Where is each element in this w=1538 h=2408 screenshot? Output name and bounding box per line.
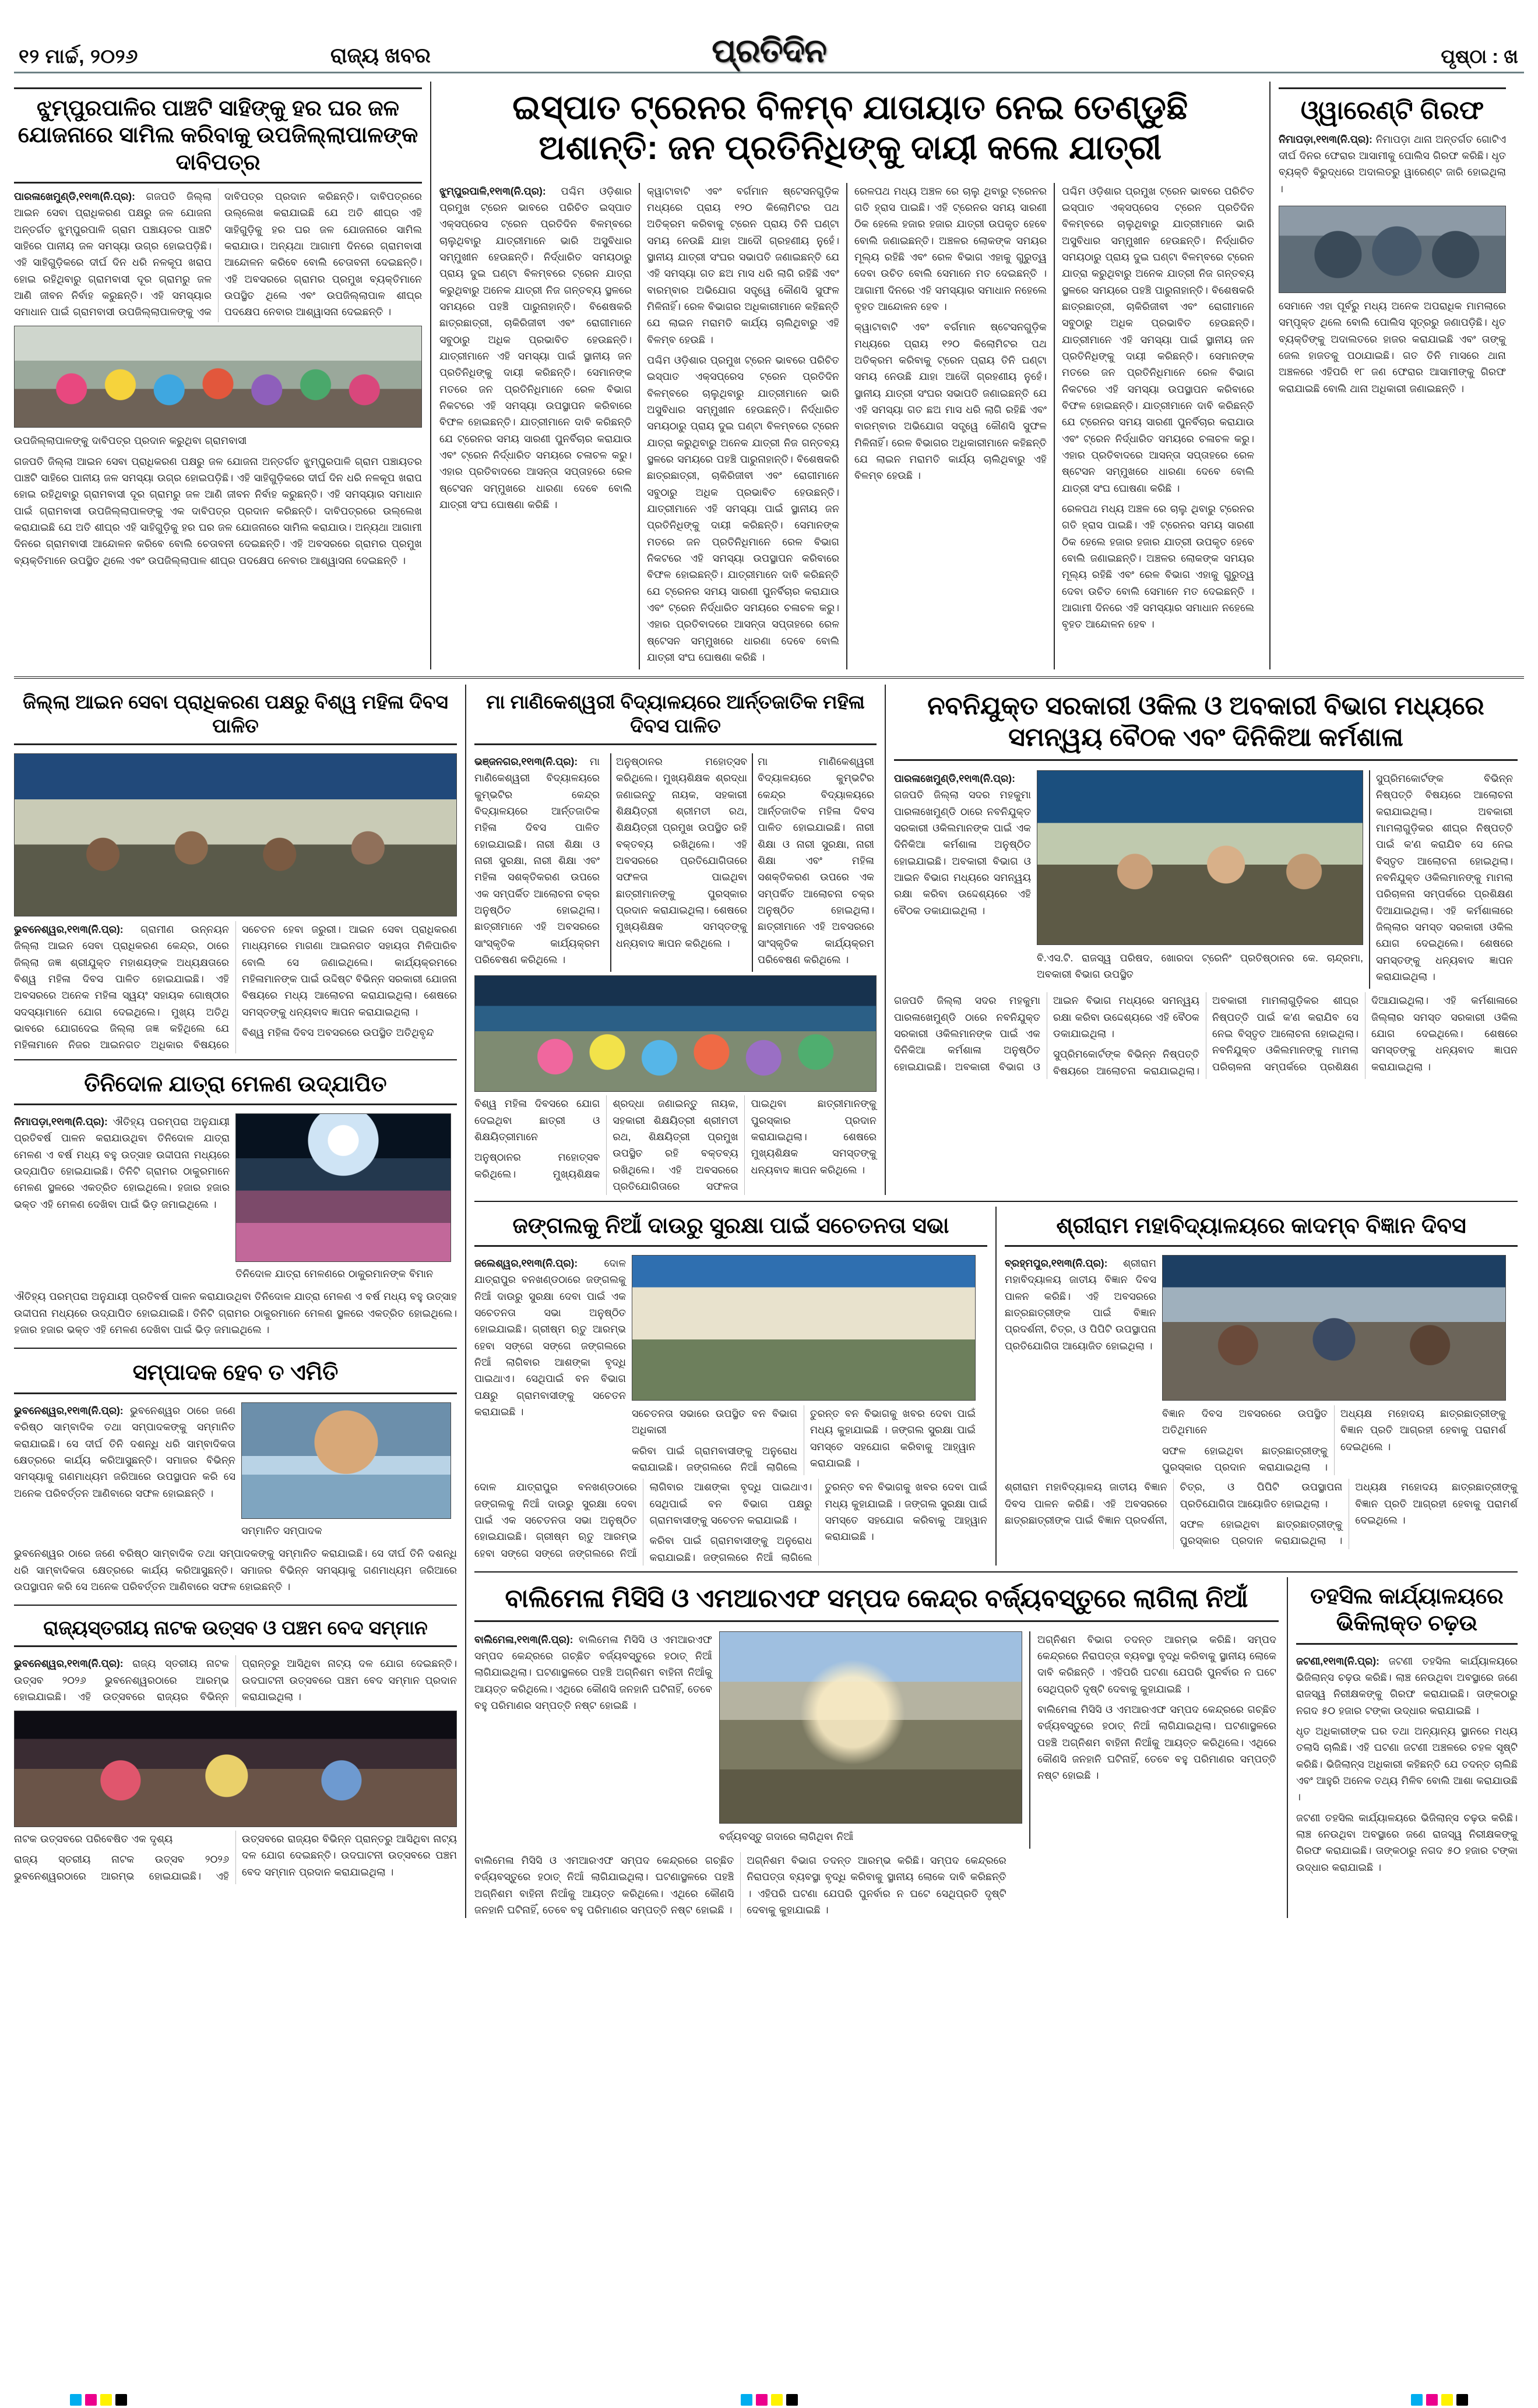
dateline-a3: ନିମାପଡ଼ା,୧୧ା୩(ନି.ପ୍ର): [1279,133,1372,145]
bodytext-a5-4: ଅନୁଷ୍ଠାନର ମହୋତ୍ସବ କରିଥିଲେ। ମୁଖ୍ୟଶିକ୍ଷକ ଶ୍ରଦ୍ଧା ଜଣାଇନ୍ତୁ ନାୟକ, ସହକାରୀ ଶିକ୍ଷୟିତ୍ରୀ ଶ୍ରୀମତୀ ରଥ, ଶିକ୍ଷୟିତ୍ରୀ ପ୍ରମୁଖ ଉପସ୍ଥିତ ରହି ବକ୍ତବ୍ୟ ରଖିଥିଲେ। ଏହି ଅବସରରେ ପ୍ରତିଯୋଗିତାରେ ସଫଳତା ପାଇଥିବା ଛାତ୍ରୀମାନଙ୍କୁ ପୁରସ୍କାର ପ୍ରଦାନ କରାଯାଇଥିଲା। ଶେଷରେ ମୁଖ୍ୟଶିକ୍ଷକ ସମସ୍ତଙ୍କୁ ଧନ୍ୟବାଦ ଜ୍ଞାପନ କରିଥିଲେ । [474,1098,877,1193]
article-divider [14,1348,457,1349]
body-a11-cont [1005,1479,1518,1549]
newspaper-logo: ପ୍ରତିଦିନ [712,32,826,69]
bodytext-a11-3: ଶ୍ରୀରାମ ମହାବିଦ୍ୟାଳୟ ଜାତୀୟ ବିଜ୍ଞାନ ଦିବସ ପାଳନ କରିଛି। ଏହି ଅବସରରେ ଛାତ୍ରଛାତ୍ରୀଙ୍କ ପାଇଁ ବିଜ୍ଞାନ ପ୍ରଦର୍ଶନୀ, ଚିତ୍ର, ଓ ପିପିଟି ଉପସ୍ଥାପନା ପ୍ରତିଯୋଗିତା ଆୟୋଜିତ ହୋଇଥିଲା । [1005,1481,1343,1526]
article-forest-fire-awareness [474,1207,987,1566]
headline-a5: ମା ମାଣିକେଶ୍ୱରୀ ବିଦ୍ୟାଳୟରେ ଆର୍ନ୍ତଜାତିକ ମହିଳା ଦିବସ ପାଳିତ [474,690,877,745]
body-a7-cont [14,1288,457,1342]
print-registration-marks [0,2394,1538,2406]
dateline-a11: ବ୍ରହ୍ମପୁର,୧୧ା୩(ନି.ପ୍ର): [1005,1257,1108,1269]
bodytext-a7: ଐତିହ୍ୟ ପରମ୍ପରା ଅନୁଯାୟୀ ପ୍ରତିବର୍ଷ ପାଳନ କରାଯାଉଥିବା ତିନିଦୋଳ ଯାତ୍ରା ମେଳଣ ଏ ବର୍ଷ ମଧ୍ୟ ବହୁ ଉତ୍ସାହ ଉଦ୍ଦୀପନା ମଧ୍ୟରେ ଉଦ୍ଯାପିତ ହୋଇଯାଇଛି। ତିନିଟି ଗ୍ରାମର ଠାକୁରମାନେ ମେଳଣ ସ୍ଥଳରେ ଏକତ୍ରିତ ହୋଇଥିଲେ। ହଜାର ହଜାର ଭକ୍ତ ଏହି ମେଳଣ ଦେଖିବା ପାଇଁ ଭିଡ଼ ଜମାଇଥିଲେ । [14,1116,230,1210]
bodytext-a8: ଭୁବନେଶ୍ୱର ଠାରେ ଜଣେ ବରିଷ୍ଠ ସାମ୍ବାଦିକ ତଥା ସମ୍ପାଦକଙ୍କୁ ସମ୍ମାନିତ କରାଯାଇଛି। ସେ ଦୀର୍ଘ ତିନି ଦଶନ୍ଧି ଧରି ସାମ୍ବାଦିକତା କ୍ଷେତ୍ରରେ କାର୍ଯ୍ୟ କରିଆସୁଛନ୍ତି। ସମାଜର ବିଭିନ୍ନ ସମସ୍ୟାକୁ ଗଣମାଧ୍ୟମ ଜରିଆରେ ଉପସ୍ଥାପନ କରି ସେ ଅନେକ ପରିବର୍ତ୍ତନ ଆଣିବାରେ ସଫଳ ହୋଇଛନ୍ତି । [14,1404,235,1499]
article-jhumpurpali-water [14,82,422,669]
dateline-a10: ଜଲେଶ୍ୱର,୧୧ା୩(ନି.ପ୍ର): [474,1257,578,1269]
reg-dot-yellow [771,2394,783,2406]
bodytext-a1: ଗଜପତି ଜିଲ୍ଲା ଆଇନ ସେବା ପ୍ରାଧିକରଣ ପକ୍ଷରୁ ଜଳ ଯୋଜନା ଅନ୍ତର୍ଗତ ଝୁମ୍ପୁରପାଳି ଗ୍ରାମ ପଞ୍ଚାୟତର ପାଞ୍ଚଟି ସାହିରେ ପାନୀୟ ଜଳ ସମସ୍ୟା ଉଗ୍ର ହୋଇପଡ଼ିଛି। ଏହି ସାହିଗୁଡ଼ିକରେ ଦୀର୍ଘ ଦିନ ଧରି ନଳକୂପ ଖରାପ ହୋଇ ରହିଥିବାରୁ ଗ୍ରାମବାସୀ ଦୂର ଗ୍ରାମରୁ ଜଳ ଆଣି ଜୀବନ ନିର୍ବାହ କରୁଛନ୍ତି। ଏହି ସମସ୍ୟାର ସମାଧାନ ପାଇଁ ଗ୍ରାମବାସୀ ଉପଜିଲ୍ଲାପାଳଙ୍କୁ ଏକ ଦାବିପତ୍ର ପ୍ରଦାନ କରିଛନ୍ତି। ଦାବିପତ୍ରରେ ଉଲ୍ଲେଖ କରାଯାଇଛି ଯେ ଅତି ଶୀଘ୍ର ଏହି ସାହିଗୁଡ଼ିକୁ ହର ଘର ଜଳ ଯୋଜନାରେ ସାମିଲ କରାଯାଉ। ଅନ୍ୟଥା ଆଗାମୀ ଦିନରେ ଗ୍ରାମବାସୀ ଆନ୍ଦୋଳନ କରିବେ ବୋଲି ଚେତାବନୀ ଦେଇଛନ୍ତି। ଏହି ଅବସରରେ ଗ୍ରାମର ପ୍ରମୁଖ ବ୍ୟକ୍ତିମାନେ ଉପସ୍ଥିତ ଥିଲେ ଏବଂ ଉପଜିଲ୍ଲାପାଳ ଶୀଘ୍ର ପଦକ୍ଷେପ ନେବାର ଆଶ୍ୱାସନା ଦେଇଛନ୍ତି । [14,191,422,318]
caption-a8-wrap [241,1522,451,1543]
bodytext-a11: ଶ୍ରୀରାମ ମହାବିଦ୍ୟାଳୟ ଜାତୀୟ ବିଜ୍ଞାନ ଦିବସ ପାଳନ କରିଛି। ଏହି ଅବସରରେ ଛାତ୍ରଛାତ୍ରୀଙ୍କ ପାଇଁ ବିଜ୍ଞାନ ପ୍ରଦର୍ଶନୀ, ଚିତ୍ର, ଓ ପିପିଟି ଉପସ୍ଥାପନା ପ୍ରତିଯୋଗିତା ଆୟୋଜିତ ହୋଇଥିଲା । [1005,1257,1156,1352]
caption-a12: ବର୍ଜ୍ୟବସ୍ତୁ ଗଦାରେ ଲାଗିଥିବା ନିଆଁ [719,1830,854,1842]
body-a12-cont [474,1852,1279,1918]
column-divider [1054,183,1055,670]
body-a5-cont [474,1095,877,1194]
body-a2-col3 [854,183,1047,670]
body-a1 [14,188,422,322]
caption-a4: ବିଶ୍ୱ ମହିଳା ଦିବସ ଅବସରରେ ଉପସ୍ଥିତ ଅତିଥିବୃନ୍ଦ [242,1027,434,1039]
bodytext-a2-c3b: ରେଳପଥ ମଧ୍ୟ ଅଞ୍ଚଳ ରେ ଚାଲୁ ଥିବାରୁ ଟ୍ରେନର ଗତି ହ୍ରାସ ପାଇଛି। ଏହି ଟ୍ରେନର ସମୟ ସାରଣୀ ଠିକ ହେଲେ ହଜାର ହଜାର ଯାତ୍ରୀ ଉପକୃତ ହେବେ ବୋଲି ଜଣାଇଛନ୍ତି। ଅଞ୍ଚଳର ଲୋକଙ୍କ ସମୟର ମୂଲ୍ୟ ରହିଛି ଏବଂ ରେଳ ବିଭାଗ ଏହାକୁ ଗୁରୁତ୍ୱ ଦେବା ଉଚିତ ବୋଲି ସେମାନେ ମତ ଦେଇଛନ୍ତି । ଆଗାମୀ ଦିନରେ ଏହି ସମସ୍ୟାର ସମାଧାନ ନହେଲେ ବୃହତ ଆନ୍ଦୋଳନ ହେବ । [1062,503,1254,630]
bodytext-a3-2: ସେମାନେ ଏହା ପୂର୍ବରୁ ମଧ୍ୟ ଅନେକ ଅପରାଧିକ ମାମଲାରେ ସମ୍ପୃକ୍ତ ଥିଲେ ବୋଲି ପୋଲିସ ସୂତ୍ରରୁ ଜଣାପଡ଼ିଛି। ଧୃତ ବ୍ୟକ୍ତିଙ୍କୁ ଅଦାଲତରେ ହାଜର କରାଯାଇଛି ଏବଂ ତାଙ୍କୁ ଜେଲ ହାଜତକୁ ପଠାଯାଇଛି। ଗତ ତିନି ମାସରେ ଥାନା ଅଞ୍ଚଳରେ ଏହିପରି ୧୮ ଜଣ ଫେରାର ଆସାମୀଙ୍କୁ ଗିରଫ କରାଯାଇଛି ବୋଲି ଥାନା ଅଧିକାରୀ ଜଣାଇଛନ୍ତି । [1279,300,1506,394]
bodytext-a6-3: ଗଜପତି ଜିଲ୍ଲା ସଦର ମହକୁମା ପାରଳାଖେମୁଣ୍ଡି ଠାରେ ନବନିଯୁକ୍ତ ସରକାରୀ ଓକିଲମାନଙ୍କ ପାଇଁ ଏକ ଦିନିକିଆ କର୍ମଶାଳା ଅନୁଷ୍ଠିତ ହୋଇଯାଇଛି। ଅବକାରୀ ବିଭାଗ ଓ ଆଇନ ବିଭାଗ ମଧ୍ୟରେ ସମନ୍ୱୟ ରକ୍ଷା କରିବା ଉଦ୍ଦେଶ୍ୟରେ ଏହି ବୈଠକ ଡକାଯାଇଥିଲା । [894,995,1199,1073]
publication-date: ୧୨ ମାର୍ଚ୍ଚ, ୨୦୨୬ [19,45,138,68]
headline-a6: ନବନିଯୁକ୍ତ ସରକାରୀ ଓକିଲ ଓ ଅବକାରୀ ବିଭାଗ ମଧ୍ୟରେ ସମନ୍ୱୟ ବୈଠକ ଏବଂ ଦିନିକିଆ କର୍ମଶାଳା [894,690,1518,760]
body-a5-c3 [758,753,874,972]
column-divider [1269,82,1270,669]
caption-a7: ତିନିଦୋଳ ଯାତ୍ରା ମେଳଣରେ ଠାକୁରମାନଙ୍କ ବିମାନ [235,1268,434,1280]
section-divider [14,676,1524,679]
bodytext-a2-c1b: ପଶ୍ଚିମ ଓଡ଼ିଶାର ପ୍ରମୁଖ ଟ୍ରେନ ଭାବରେ ପରିଚିତ ଇସ୍ପାତ ଏକ୍ସପ୍ରେସ ଟ୍ରେନ ପ୍ରତିଦିନ ବିଳମ୍ବରେ ଚାଲୁଥିବାରୁ ଯାତ୍ରୀମାନେ ଭାରି ଅସୁବିଧାର ସମ୍ମୁଖୀନ ହେଉଛନ୍ତି। ନିର୍ଦ୍ଧାରିତ ସମୟଠାରୁ ପ୍ରାୟ ଦୁଇ ଘଣ୍ଟା ବିଳମ୍ବରେ ଟ୍ରେନ ଯାତ୍ରା କରୁଥିବାରୁ ଅନେକ ଯାତ୍ରୀ ନିଜ ଗନ୍ତବ୍ୟ ସ୍ଥଳରେ ସମୟରେ ପହଞ୍ଚି ପାରୁନାହାନ୍ତି। ବିଶେଷକରି ଛାତ୍ରଛାତ୍ରୀ, ଚାକିରିଜୀବୀ ଏବଂ ରୋଗୀମାନେ ସବୁଠାରୁ ଅଧିକ ପ୍ରଭାବିତ ହେଉଛନ୍ତି। ଯାତ୍ରୀମାନେ ଏହି ସମସ୍ୟା ପାଇଁ ସ୍ଥାନୀୟ ଜନ ପ୍ରତିନିଧିଙ୍କୁ ଦାୟୀ କରିଛନ୍ତି। ସେମାନଙ୍କ ମତରେ ଜନ ପ୍ରତିନିଧିମାନେ ରେଳ ବିଭାଗ ନିକଟରେ ଏହି ସମସ୍ୟା ଉପସ୍ଥାପନ କରିବାରେ ବିଫଳ ହୋଇଛନ୍ତି। ଯାତ୍ରୀମାନେ ଦାବି କରିଛନ୍ତି ଯେ ଟ୍ରେନର ସମୟ ସାରଣୀ ପୁନର୍ବିଚାର କରାଯାଉ ଏବଂ ଟ୍ରେନ ନିର୍ଦ୍ଧାରିତ ସମୟରେ ଚଳାଚଳ କରୁ। ଏହାର ପ୍ରତିବାଦରେ ଆସନ୍ତା ସପ୍ତାହରେ ରେଳ ଷ୍ଟେସନ ସମ୍ମୁଖରେ ଧାରଣା ଦେବେ ବୋଲି ଯାତ୍ରୀ ସଂଘ ଘୋଷଣା କରିଛି । [647,354,839,664]
photo-a5 [474,975,877,1092]
bodytext-a10-4: କରିବା ପାଇଁ ଗ୍ରାମବାସୀଙ୍କୁ ଅନୁରୋଧ କରାଯାଇଛି। ଜଙ୍ଗଲରେ ନିଆଁ ଲାଗିଲେ ତୁରନ୍ତ ବନ ବିଭାଗକୁ ଖବର ଦେବା ପାଇଁ ମଧ୍ୟ କୁହାଯାଇଛି । ଜଙ୍ଗଲ ସୁରକ୍ଷା ପାଇଁ ସମସ୍ତେ ସହଯୋଗ କରିବାକୁ ଆହ୍ୱାନ କରାଯାଇଛି । [649,1481,987,1563]
bodytext-a3: ନିମାପଡ଼ା ଥାନା ଅନ୍ତର୍ଗତ ଗୋଟିଏ ଦୀର୍ଘ ଦିନର ଫେରାର ଆସାମୀକୁ ପୋଲିସ ଗିରଫ କରିଛି। ଧୃତ ବ୍ୟକ୍ତି ବିରୁଦ୍ଧରେ ଅଦାଲତରୁ ୱାରେଣ୍ଟ ଜାରି ହୋଇଥିଲା । [1279,133,1506,195]
bodytext-a2-c2: ରେଳପଥ ମଧ୍ୟ ଅଞ୍ଚଳ ରେ ଚାଲୁ ଥିବାରୁ ଟ୍ରେନର ଗତି ହ୍ରାସ ପାଇଛି। ଏହି ଟ୍ରେନର ସମୟ ସାରଣୀ ଠିକ ହେଲେ ହଜାର ହଜାର ଯାତ୍ରୀ ଉପକୃତ ହେବେ ବୋଲି ଜଣାଇଛନ୍ତି। ଅଞ୍ଚଳର ଲୋକଙ୍କ ସମୟର ମୂଲ୍ୟ ରହିଛି ଏବଂ ରେଳ ବିଭାଗ ଏହାକୁ ଗୁରୁତ୍ୱ ଦେବା ଉଚିତ ବୋଲି ସେମାନେ ମତ ଦେଇଛନ୍ତି । ଆଗାମୀ ଦିନରେ ଏହି ସମସ୍ୟାର ସମାଧାନ ନହେଲେ ବୃହତ ଆନ୍ଦୋଳନ ହେବ । [854,185,1047,312]
reg-dots-center [741,2394,798,2406]
dateline-a8: ଭୁବନେଶ୍ୱର,୧୧ା୩(ନି.ପ୍ର): [14,1404,124,1416]
bodytext-a5: ମା ମାଣିକେଶ୍ୱରୀ ବିଦ୍ୟାଳୟରେ କୁମ୍ଭଟିର କେନ୍ଦ୍ର ବିଦ୍ୟାଳୟରେ ଆର୍ନ୍ତଜାତିକ ମହିଳା ଦିବସ ପାଳିତ ହୋଇଯାଇଛି। ନାରୀ ଶିକ୍ଷା ଓ ନାରୀ ସୁରକ୍ଷା, ନାରୀ ଶିକ୍ଷା ଏବଂ ମହିଳା ସଶକ୍ତିକରଣ ଉପରେ ଏକ ସମ୍ପର୍କିତ ଆଲୋଚନା ଚକ୍ର ଅନୁଷ୍ଠିତ ହୋଇଥିଲା। ଛାତ୍ରୀମାନେ ଏହି ଅବସରରେ ସାଂସ୍କୃତିକ କାର୍ଯ୍ୟକ୍ରମ ପରିବେଷଣ କରିଥିଲେ । [474,755,600,966]
article-manikeswari-womens-day [474,685,877,1194]
column-divider [846,183,847,670]
bodytext-a13-2: ଧୃତ ଅଧିକାରୀଙ୍କ ଘର ତଥା ଅନ୍ୟାନ୍ୟ ସ୍ଥାନରେ ମଧ୍ୟ ତଲାସି ଚାଲିଛି। ଏହି ଘଟଣା ଜଟଣୀ ଅଞ୍ଚଳରେ ଚହଳ ସୃଷ୍ଟି କରିଛି। ଭିଜିଲାନ୍ସ ଅଧିକାରୀ କହିଛନ୍ତି ଯେ ତଦନ୍ତ ଚାଲିଛି ଏବଂ ଆହୁରି ଅନେକ ତଥ୍ୟ ମିଳିବ ବୋଲି ଆଶା କରାଯାଉଛି । [1296,1725,1518,1803]
body-a5-c2 [616,753,747,972]
column-divider [1029,1631,1030,1849]
section-divider [474,1571,1518,1573]
row-a12-a13 [474,1577,1518,1918]
photo-a6 [1037,770,1363,945]
reg-dot-magenta [756,2394,768,2406]
body-a10-c1 [474,1255,632,1475]
headline-a2-line2: ଅଶାନ୍ତି: ଜନ ପ୍ରତିନିଧିଙ୍କୁ ଦାୟୀ କଲେ ଯାତ୍ରୀ [539,128,1162,167]
bodytext-a5-2: ଅନୁଷ୍ଠାନର ମହୋତ୍ସବ କରିଥିଲେ। ମୁଖ୍ୟଶିକ୍ଷକ ଶ୍ରଦ୍ଧା ଜଣାଇନ୍ତୁ ନାୟକ, ସହକାରୀ ଶିକ୍ଷୟିତ୍ରୀ ଶ୍ରୀମତୀ ରଥ, ଶିକ୍ଷୟିତ୍ରୀ ପ୍ରମୁଖ ଉପସ୍ଥିତ ରହି ବକ୍ତବ୍ୟ ରଖିଥିଲେ। ଏହି ଅବସରରେ ପ୍ରତିଯୋଗିତାରେ ସଫଳତା ପାଇଥିବା ଛାତ୍ରୀମାନଙ୍କୁ ପୁରସ୍କାର ପ୍ରଦାନ କରାଯାଇଥିଲା। ଶେଷରେ ମୁଖ୍ୟଶିକ୍ଷକ ସମସ୍ତଙ୍କୁ ଧନ୍ୟବାଦ ଜ୍ଞାପନ କରିଥିଲେ । [616,755,747,949]
section-divider [474,1201,1518,1202]
headline-a13: ତହସିଲ କାର୍ଯ୍ୟାଳୟରେ ଭିକିଲାକ୍ତ ଚଢ଼ଉ [1296,1583,1518,1645]
bodytext-a13-3: ଜଟଣୀ ତହସିଲ କାର୍ଯ୍ୟାଳୟରେ ଭିଜିଲାନ୍ସ ଚଢ଼ଉ କରିଛି। ଲାଞ୍ଚ ନେଉଥିବା ଅବସ୍ଥାରେ ଜଣେ ରାଜସ୍ୱ ନିରୀକ୍ଷକଙ୍କୁ ଗିରଫ କରାଯାଇଛି। ତାଙ୍କଠାରୁ ନଗଦ ୫୦ ହଜାର ଟଙ୍କା ଉଦ୍ଧାର କରାଯାଇଛି । [1296,1811,1518,1873]
body-a2-col1 [439,183,632,670]
column-divider [995,1207,997,1566]
bodytext-a2-c1: କ୍ୱାଟାବାଟି ଏବଂ ବର୍ଗମାନ ଷ୍ଟେସନଗୁଡ଼ିକ ମଧ୍ୟରେ ପ୍ରାୟ ୧୨୦ କିଲୋମିଟର ପଥ ଅତିକ୍ରମ କରିବାକୁ ଟ୍ରେନ ପ୍ରାୟ ତିନି ଘଣ୍ଟା ସମୟ ନେଉଛି ଯାହା ଆଦୌ ଗ୍ରହଣୀୟ ନୁହେଁ। ସ୍ଥାନୀୟ ଯାତ୍ରୀ ସଂଘର ସଭାପତି ଜଣାଇଛନ୍ତି ଯେ ଏହି ସମସ୍ୟା ଗତ ଛଅ ମାସ ଧରି ଲାଗି ରହିଛି ଏବଂ ବାରମ୍ବାର ଅଭିଯୋଗ ସତ୍ତ୍ୱେ କୌଣସି ସୁଫଳ ମିଳିନାହିଁ। ରେଳ ବିଭାଗର ଅଧିକାରୀମାନେ କହିଛନ୍ତି ଯେ ଲାଇନ ମରାମତି କାର୍ଯ୍ୟ ଚାଲିଥିବାରୁ ଏହି ବିଳମ୍ବ ହେଉଛି । [647,185,839,345]
body-a8 [14,1402,241,1543]
body-a3 [1279,131,1506,201]
photo-a4 [14,753,457,916]
body-a6-cont [894,992,1518,1079]
bodytext-a8-2: ଭୁବନେଶ୍ୱର ଠାରେ ଜଣେ ବରିଷ୍ଠ ସାମ୍ବାଦିକ ତଥା ସମ୍ପାଦକଙ୍କୁ ସମ୍ମାନିତ କରାଯାଇଛି। ସେ ଦୀର୍ଘ ତିନି ଦଶନ୍ଧି ଧରି ସାମ୍ବାଦିକତା କ୍ଷେତ୍ରରେ କାର୍ଯ୍ୟ କରିଆସୁଛନ୍ତି। ସମାଜର ବିଭିନ୍ନ ସମସ୍ୟାକୁ ଗଣମାଧ୍ୟମ ଜରିଆରେ ଉପସ୍ଥାପନ କରି ସେ ଅନେକ ପରିବର୍ତ୍ତନ ଆଣିବାରେ ସଫଳ ହୋଇଛନ୍ତି । [14,1547,457,1592]
bodytext-a12-3: ବାଲିମେଳା ମିସିସି ଓ ଏମଆରଏଫ ସମ୍ପଦ କେନ୍ଦ୍ରରେ ଗଚ୍ଛିତ ବର୍ଜ୍ୟବସ୍ତୁରେ ହଠାତ୍ ନିଆଁ ଲାଗିଯାଇଥିଲା। ଘଟଣାସ୍ଥଳରେ ପହଞ୍ଚି ଅଗ୍ନିଶମ ବାହିନୀ ନିଆଁକୁ ଆୟତ୍ତ କରିଥିଲେ। ଏଥିରେ କୌଣସି ଜନହାନି ଘଟିନାହିଁ, ତେବେ ବହୁ ପରିମାଣର ସମ୍ପତ୍ତି ନଷ୍ଟ ହୋଇଛି । [1037,1704,1276,1782]
headline-a2-line1: ଇସ୍ପାତ ଟ୍ରେନର ବିଳମ୍ବ ଯାତାୟାତ ନେଇ ତେଣ୍ଡୁଛି [512,89,1188,126]
section-title: ରାଜ୍ୟ ଖବର [330,43,431,67]
bodytext-a5-3: ମା ମାଣିକେଶ୍ୱରୀ ବିଦ୍ୟାଳୟରେ କୁମ୍ଭଟିର କେନ୍ଦ୍ର ବିଦ୍ୟାଳୟରେ ଆର୍ନ୍ତଜାତିକ ମହିଳା ଦିବସ ପାଳିତ ହୋଇଯାଇଛି। ନାରୀ ଶିକ୍ଷା ଓ ନାରୀ ସୁରକ୍ଷା, ନାରୀ ଶିକ୍ଷା ଏବଂ ମହିଳା ସଶକ୍ତିକରଣ ଉପରେ ଏକ ସମ୍ପର୍କିତ ଆଲୋଚନା ଚକ୍ର ଅନୁଷ୍ଠିତ ହୋଇଥିଲା। ଛାତ୍ରୀମାନେ ଏହି ଅବସରରେ ସାଂସ୍କୃତିକ କାର୍ଯ୍ୟକ୍ରମ ପରିବେଷଣ କରିଥିଲେ । [758,755,874,966]
bodytext-a6-2: ସୁପ୍ରିମକୋର୍ଟଙ୍କ ବିଭିନ୍ନ ନିଷ୍ପତ୍ତି ବିଷୟରେ ଆଲୋଚନା କରାଯାଇଥିଲା। ଅବକାରୀ ମାମଲାଗୁଡ଼ିକର ଶୀଘ୍ର ନିଷ୍ପତ୍ତି ପାଇଁ କ'ଣ କରାଯିବ ସେ ନେଇ ବିସ୍ତୃତ ଆଲୋଚନା ହୋଇଥିଲା। ନବନିଯୁକ୍ତ ଓକିଲମାନଙ୍କୁ ମାମଲା ପରିଚାଳନା ସମ୍ପର୍କରେ ପ୍ରଶିକ୍ଷଣ ଦିଆଯାଇଥିଲା। ଏହି କର୍ମଶାଳାରେ ଜିଲ୍ଲାର ସମସ୍ତ ସରକାରୀ ଓକିଲ ଯୋଗ ଦେଇଥିଲେ। ଶେଷରେ ସମସ୍ତଙ୍କୁ ଧନ୍ୟବାଦ ଜ୍ଞାପନ କରାଯାଇଥିଲା । [1376,772,1513,982]
dateline-a1: ପାରଳାଖେମୁଣ୍ଡି,୧୧ା୩(ନି.ପ୍ର): [14,191,135,203]
article-divider [14,1059,457,1060]
photo-a10 [632,1255,976,1401]
bodytext-a10-3: ଦୋଳ ଯାତ୍ରାପୁର ବନଖଣ୍ଡଠାରେ ଜଙ୍ଗଲକୁ ନିଆଁ ଦାଉରୁ ସୁରକ୍ଷା ଦେବା ପାଇଁ ଏକ ସଚେତନତା ସଭା ଅନୁଷ୍ଠିତ ହୋଇଯାଇଛି। ଗ୍ରୀଷ୍ମ ଋତୁ ଆରମ୍ଭ ହେବା ସଙ୍ଗେ ସଙ୍ଗେ ଜଙ୍ଗଲରେ ନିଆଁ ଲାଗିବାର ଆଶଙ୍କା ବୃଦ୍ଧି ପାଇଥାଏ। ସେଥିପାଇଁ ବନ ବିଭାଗ ପକ୍ଷରୁ ଗ୍ରାମବାସୀଙ୍କୁ ସଚେତନ କରାଯାଇଛି । [474,1481,812,1559]
band-top [14,82,1524,669]
reg-dot-black [1456,2394,1468,2406]
bodytext-a7-2: ଐତିହ୍ୟ ପରମ୍ପରା ଅନୁଯାୟୀ ପ୍ରତିବର୍ଷ ପାଳନ କରାଯାଉଥିବା ତିନିଦୋଳ ଯାତ୍ରା ମେଳଣ ଏ ବର୍ଷ ମଧ୍ୟ ବହୁ ଉତ୍ସାହ ଉଦ୍ଦୀପନା ମଧ୍ୟରେ ଉଦ୍ଯାପିତ ହୋଇଯାଇଛି। ତିନିଟି ଗ୍ରାମର ଠାକୁରମାନେ ମେଳଣ ସ୍ଥଳରେ ଏକତ୍ରିତ ହୋଇଥିଲେ। ହଜାର ହଜାର ଭକ୍ତ ଏହି ମେଳଣ ଦେଖିବା ପାଇଁ ଭିଡ଼ ଜମାଇଥିଲେ । [14,1291,457,1336]
article-tinidol-jatra [14,1065,457,1342]
caption-a6: ବି.ଏସ.ଟି. ରାଜସ୍ୱ ପରିଷଦ, ଖୋରଦା ଟ୍ରେନିଂ ପ୍ରତିଷ୍ଠାନର କେ. ଚାନ୍ଦ୍ରମା, ଅବକାରୀ ବିଭାଗ ଉପସ୍ଥିତ [1037,951,1363,981]
reg-dot-cyan [1411,2394,1423,2406]
column-divider [1369,770,1370,989]
caption-a5: ବିଶ୍ୱ ମହିଳା ଦିବସରେ ଯୋଗ ଦେଇଥିବା ଛାତ୍ରୀ ଓ ଶିକ୍ଷୟିତ୍ରୀମାନେ [474,1098,600,1143]
headline-a7: ତିନିଦୋଳ ଯାତ୍ରା ମେଳଣ ଉଦ୍ଯାପିତ [14,1071,457,1105]
article-sriram-science-day [1005,1207,1518,1566]
dateline-a13: ଜଟଣୀ,୧୧ା୩(ନି.ପ୍ର): [1296,1655,1379,1667]
body-a5-c1 [474,753,606,972]
caption-a10: ସଚେତନତା ସଭାରେ ଉପସ୍ଥିତ ବନ ବିଭାଗ ଅଧିକାରୀ [632,1407,797,1436]
article-divider [14,1605,457,1606]
column-divider [752,753,753,972]
reg-dot-magenta [1426,2394,1438,2406]
body-a6-c2 [1376,770,1513,989]
column-divider [639,183,640,670]
bodytext-a9: ରାଜ୍ୟ ସ୍ତରୀୟ ନାଟକ ଉତ୍ସବ ୨୦୨୬ ଭୁବନେଶ୍ୱରଠାରେ ଆରମ୍ଭ ହୋଇଯାଇଛି। ଏହି ଉତ୍ସବରେ ରାଜ୍ୟର ବିଭିନ୍ନ ପ୍ରାନ୍ତରୁ ଆସିଥିବା ନାଟ୍ୟ ଦଳ ଯୋଗ ଦେଇଛନ୍ତି। ଉଦଘାଟନୀ ଉତ୍ସବରେ ପଞ୍ଚମ ବେଦ ସମ୍ମାନ ପ୍ରଦାନ କରାଯାଇଥିଲା । [14,1658,457,1703]
bodytext-a9-2: ରାଜ୍ୟ ସ୍ତରୀୟ ନାଟକ ଉତ୍ସବ ୨୦୨୬ ଭୁବନେଶ୍ୱରଠାରେ ଆରମ୍ଭ ହୋଇଯାଇଛି। ଏହି ଉତ୍ସବରେ ରାଜ୍ୟର ବିଭିନ୍ନ ପ୍ରାନ୍ତରୁ ଆସିଥିବା ନାଟ୍ୟ ଦଳ ଯୋଗ ଦେଇଛନ୍ତି। ଉଦଘାଟନୀ ଉତ୍ସବରେ ପଞ୍ଚମ ବେଦ ସମ୍ମାନ ପ୍ରଦାନ କରାଯାଇଥିଲା । [14,1832,457,1882]
bodytext-a6: ଗଜପତି ଜିଲ୍ଲା ସଦର ମହକୁମା ପାରଳାଖେମୁଣ୍ଡି ଠାରେ ନବନିଯୁକ୍ତ ସରକାରୀ ଓକିଲମାନଙ୍କ ପାଇଁ ଏକ ଦିନିକିଆ କର୍ମଶାଳା ଅନୁଷ୍ଠିତ ହୋଇଯାଇଛି। ଅବକାରୀ ବିଭାଗ ଓ ଆଇନ ବିଭାଗ ମଧ୍ୟରେ ସମନ୍ୱୟ ରକ୍ଷା କରିବା ଉଦ୍ଦେଶ୍ୟରେ ଏହି ବୈଠକ ଡକାଯାଇଥିଲା । [894,789,1031,916]
caption-a10-wrap [632,1405,976,1475]
bodytext-a11-4: ସଫଳ ହୋଇଥିବା ଛାତ୍ରଛାତ୍ରୀଙ୍କୁ ପୁରସ୍କାର ପ୍ରଦାନ କରାଯାଇଥିଲା । ଅଧ୍ୟକ୍ଷ ମହୋଦୟ ଛାତ୍ରଛାତ୍ରୀଙ୍କୁ ବିଜ୍ଞାନ ପ୍ରତି ଆଗ୍ରହୀ ହେବାକୁ ପରାମର୍ଶ ଦେଇଥିଲେ । [1180,1481,1518,1547]
article-balimela-waste-fire [474,1577,1279,1918]
body-a4 [14,921,457,1053]
article-warrant-arrest [1279,82,1506,669]
caption-a9: ନାଟକ ଉତ୍ସବରେ ପରିବେଷିତ ଏକ ଦୃଶ୍ୟ [14,1832,173,1845]
headline-a4: ଜିଲ୍ଲା ଆଇନ ସେବା ପ୍ରାଧିକରଣ ପକ୍ଷରୁ ବିଶ୍ୱ ମହିଳା ଦିବସ ପାଳିତ [14,690,457,745]
body-a3-cont [1279,298,1506,401]
bodytext-a2-c2b: କ୍ୱାଟାବାଟି ଏବଂ ବର୍ଗମାନ ଷ୍ଟେସନଗୁଡ଼ିକ ମଧ୍ୟରେ ପ୍ରାୟ ୧୨୦ କିଲୋମିଟର ପଥ ଅତିକ୍ରମ କରିବାକୁ ଟ୍ରେନ ପ୍ରାୟ ତିନି ଘଣ୍ଟା ସମୟ ନେଉଛି ଯାହା ଆଦୌ ଗ୍ରହଣୀୟ ନୁହେଁ। ସ୍ଥାନୀୟ ଯାତ୍ରୀ ସଂଘର ସଭାପତି ଜଣାଇଛନ୍ତି ଯେ ଏହି ସମସ୍ୟା ଗତ ଛଅ ମାସ ଧରି ଲାଗି ରହିଛି ଏବଂ ବାରମ୍ବାର ଅଭିଯୋଗ ସତ୍ତ୍ୱେ କୌଣସି ସୁଫଳ ମିଳିନାହିଁ। ରେଳ ବିଭାଗର ଅଧିକାରୀମାନେ କହିଛନ୍ତି ଯେ ଲାଇନ ମରାମତି କାର୍ଯ୍ୟ ଚାଲିଥିବାରୁ ଏହି ବିଳମ୍ବ ହେଉଛି । [854,321,1047,482]
body-a12-c1 [474,1631,719,1849]
caption-a7-wrap [235,1265,451,1286]
body-a2-col2 [647,183,839,670]
page-number-label: ପୃଷ୍ଠା : ଖ [1441,45,1518,67]
headline-a1: ଝୁମ୍ପୁରପାଳିର ପାଞ୍ଚଟି ସାହିଙ୍କୁ ହର ଘର ଜଳ ଯୋଜନାରେ ସାମିଲ କରିବାକୁ ଉପଜିଲ୍ଲାପାଳଙ୍କ ଦାବିପତ୍ର [14,87,422,184]
bodytext-a4: ଗ୍ରାମୀଣ ଉନ୍ନୟନ ଜିଲ୍ଲା ଆଇନ ସେବା ପ୍ରାଧିକରଣ କେନ୍ଦ୍ର, ଠାରେ ଜିଲ୍ଲା ଜଜ୍ଞ ଶ୍ରୀଯୁକ୍ତ ମହାଶୟଙ୍କ ଅଧ୍ୟକ୍ଷତାରେ ବିଶ୍ୱ ମହିଳା ଦିବସ ପାଳିତ ହୋଇଯାଇଛି। ଏହି ଅବସରରେ ଅନେକ ମହିଳା ସ୍ୱୟଂ ସହାୟକ ଗୋଷ୍ଠୀର ସଦସ୍ୟାମାନେ ଯୋଗ ଦେଇଥିଲେ। ମୁଖ୍ୟ ଅତିଥି ଭାବରେ ଯୋଗଦେଇ ଜିଲ୍ଲା ଜଜ୍ଞ କହିଥିଲେ ଯେ ମହିଳାମାନେ ନିଜର ଆଇନଗତ ଅଧିକାର ବିଷୟରେ ସଚେତନ ହେବା ଜରୁରୀ। ଆଇନ ସେବା ପ୍ରାଧିକରଣ ମାଧ୍ୟମରେ ମାଗଣା ଆଇନଗତ ସହାୟତା ମିଳିପାରିବ ବୋଲି ସେ ଜଣାଇଥିଲେ। କାର୍ଯ୍ୟକ୍ରମରେ ମହିଳାମାନଙ୍କ ପାଇଁ ଉଦ୍ଦିଷ୍ଟ ବିଭିନ୍ନ ସରକାରୀ ଯୋଜନା ବିଷୟରେ ମଧ୍ୟ ଆଲୋଚନା କରାଯାଇଥିଲା। ଶେଷରେ ସମସ୍ତଙ୍କୁ ଧନ୍ୟବାଦ ଜ୍ଞାପନ କରାଯାଇଥିଲା । [14,923,457,1051]
band-middle [14,685,1524,1918]
headline-a12: ବାଲିମେଳା ମିସିସି ଓ ଏମଆରଏଫ ସମ୍ପଦ କେନ୍ଦ୍ର ବର୍ଜ୍ୟବସ୍ତୁରେ ଲାଗିଲା ନିଆଁ [474,1583,1279,1622]
bodytext-a12-5: ଅଗ୍ନିଶମ ବିଭାଗ ତଦନ୍ତ ଆରମ୍ଭ କରିଛି। ସମ୍ପଦ କେନ୍ଦ୍ରରେ ନିରାପତ୍ତା ବ୍ୟବସ୍ଥା ବୃଦ୍ଧି କରିବାକୁ ସ୍ଥାନୀୟ ଲୋକେ ଦାବି କରିଛନ୍ତି । ଏହିପରି ଘଟଣା ଯେପରି ପୁନର୍ବାର ନ ଘଟେ ସେଥିପ୍ରତି ଦୃଷ୍ଟି ଦେବାକୁ କୁହାଯାଇଛି । [747,1854,1006,1916]
reg-dot-black [786,2394,798,2406]
dateline-a5: ଭଞ୍ଜନଗର,୧୧ା୩(ନି.ପ୍ର): [474,755,578,767]
reg-dot-cyan [741,2394,752,2406]
headline-a8: ସମ୍ପାଦକ ହେବ ତ ଏମିତି [14,1359,457,1394]
photo-a3 [1279,206,1506,293]
bodytext-a2-c3: ପଶ୍ଚିମ ଓଡ଼ିଶାର ପ୍ରମୁଖ ଟ୍ରେନ ଭାବରେ ପରିଚିତ ଇସ୍ପାତ ଏକ୍ସପ୍ରେସ ଟ୍ରେନ ପ୍ରତିଦିନ ବିଳମ୍ବରେ ଚାଲୁଥିବାରୁ ଯାତ୍ରୀମାନେ ଭାରି ଅସୁବିଧାର ସମ୍ମୁଖୀନ ହେଉଛନ୍ତି। ନିର୍ଦ୍ଧାରିତ ସମୟଠାରୁ ପ୍ରାୟ ଦୁଇ ଘଣ୍ଟା ବିଳମ୍ବରେ ଟ୍ରେନ ଯାତ୍ରା କରୁଥିବାରୁ ଅନେକ ଯାତ୍ରୀ ନିଜ ଗନ୍ତବ୍ୟ ସ୍ଥଳରେ ସମୟରେ ପହଞ୍ଚି ପାରୁନାହାନ୍ତି। ବିଶେଷକରି ଛାତ୍ରଛାତ୍ରୀ, ଚାକିରିଜୀବୀ ଏବଂ ରୋଗୀମାନେ ସବୁଠାରୁ ଅଧିକ ପ୍ରଭାବିତ ହେଉଛନ୍ତି। ଯାତ୍ରୀମାନେ ଏହି ସମସ୍ୟା ପାଇଁ ସ୍ଥାନୀୟ ଜନ ପ୍ରତିନିଧିଙ୍କୁ ଦାୟୀ କରିଛନ୍ତି। ସେମାନଙ୍କ ମତରେ ଜନ ପ୍ରତିନିଧିମାନେ ରେଳ ବିଭାଗ ନିକଟରେ ଏହି ସମସ୍ୟା ଉପସ୍ଥାପନ କରିବାରେ ବିଫଳ ହୋଇଛନ୍ତି। ଯାତ୍ରୀମାନେ ଦାବି କରିଛନ୍ତି ଯେ ଟ୍ରେନର ସମୟ ସାରଣୀ ପୁନର୍ବିଚାର କରାଯାଉ ଏବଂ ଟ୍ରେନ ନିର୍ଦ୍ଧାରିତ ସମୟରେ ଚଳାଚଳ କରୁ। ଏହାର ପ୍ରତିବାଦରେ ଆସନ୍ତା ସପ୍ତାହରେ ରେଳ ଷ୍ଟେସନ ସମ୍ମୁଖରେ ଧାରଣା ଦେବେ ବୋଲି ଯାତ୍ରୀ ସଂଘ ଘୋଷଣା କରିଛି । [1062,185,1254,494]
column-divider [430,82,431,669]
row-a5-a6 [474,685,1518,1194]
masthead [14,10,1524,73]
article-editor-honoured [14,1353,457,1599]
photo-a12 [719,1631,1022,1824]
caption-a1: ଉପଜିଲ୍ଲାପାଳଙ୍କୁ ଦାବିପତ୍ର ପ୍ରଦାନ କରୁଥିବା ଗ୍ରାମବାସୀ [14,435,247,447]
article-excise-workshop [894,685,1518,1194]
dateline-a2: ଝୁମ୍ପୁରପାଳି,୧୧ା୩(ନି.ପ୍ର): [439,185,546,197]
band-middle-right [474,685,1518,1918]
body-a9 [14,1655,457,1707]
reg-dot-yellow [100,2394,112,2406]
headline-a10: ଜଙ୍ଗଲକୁ ନିଆଁ ଦାଉରୁ ସୁରକ୍ଷା ପାଇଁ ସଚେତନତା ସଭା [474,1212,987,1247]
column-divider [610,753,611,972]
photo-a1 [14,326,422,428]
body-a1-cont [14,432,422,573]
body-a9-cont [14,1831,457,1884]
bodytext-a10-2: କରିବା ପାଇଁ ଗ୍ରାମବାସୀଙ୍କୁ ଅନୁରୋଧ କରାଯାଇଛି। ଜଙ୍ଗଲରେ ନିଆଁ ଲାଗିଲେ ତୁରନ୍ତ ବନ ବିଭାଗକୁ ଖବର ଦେବା ପାଇଁ ମଧ୍ୟ କୁହାଯାଇଛି । ଜଙ୍ଗଲ ସୁରକ୍ଷା ପାଇଁ ସମସ୍ତେ ସହଯୋଗ କରିବାକୁ ଆହ୍ୱାନ କରାଯାଇଛି । [632,1407,976,1473]
reg-dot-black [115,2394,127,2406]
column-divider [465,685,466,1918]
bodytext-a12-4: ବାଲିମେଳା ମିସିସି ଓ ଏମଆରଏଫ ସମ୍ପଦ କେନ୍ଦ୍ରରେ ଗଚ୍ଛିତ ବର୍ଜ୍ୟବସ୍ତୁରେ ହଠାତ୍ ନିଆଁ ଲାଗିଯାଇଥିଲା। ଘଟଣାସ୍ଥଳରେ ପହଞ୍ଚି ଅଗ୍ନିଶମ ବାହିନୀ ନିଆଁକୁ ଆୟତ୍ତ କରିଥିଲେ। ଏଥିରେ କୌଣସି ଜନହାନି ଘଟିନାହିଁ, ତେବେ ବହୁ ପରିମାଣର ସମ୍ପତ୍ତି ନଷ୍ଟ ହୋଇଛି । [474,1854,734,1916]
reg-dots-right [1411,2394,1468,2406]
bodytext-a6-4: ସୁପ୍ରିମକୋର୍ଟଙ୍କ ବିଭିନ୍ନ ନିଷ୍ପତ୍ତି ବିଷୟରେ ଆଲୋଚନା କରାଯାଇଥିଲା। ଅବକାରୀ ମାମଲାଗୁଡ଼ିକର ଶୀଘ୍ର ନିଷ୍ପତ୍ତି ପାଇଁ କ'ଣ କରାଯିବ ସେ ନେଇ ବିସ୍ତୃତ ଆଲୋଚନା ହୋଇଥିଲା। ନବନିଯୁକ୍ତ ଓକିଲମାନଙ୍କୁ ମାମଲା ପରିଚାଳନା ସମ୍ପର୍କରେ ପ୍ରଶିକ୍ଷଣ ଦିଆଯାଇଥିଲା। ଏହି କର୍ମଶାଳାରେ ଜିଲ୍ଲାର ସମସ୍ତ ସରକାରୀ ଓକିଲ ଯୋଗ ଦେଇଥିଲେ। ଶେଷରେ ସମସ୍ତଙ୍କୁ ଧନ୍ୟବାଦ ଜ୍ଞାପନ କରାଯାଇଥିଲା । [1053,995,1518,1077]
row-a10-a11 [474,1207,1518,1566]
photo-a9 [14,1711,457,1827]
reg-dot-yellow [1441,2394,1453,2406]
headline-a3: ଓ୍ୱାରେଣ୍ଟି ଗିରଫ [1279,87,1506,126]
reg-dot-cyan [70,2394,82,2406]
body-a13 [1296,1653,1518,1880]
column-divider [1287,1577,1288,1918]
bodytext-a12-2: ଅଗ୍ନିଶମ ବିଭାଗ ତଦନ୍ତ ଆରମ୍ଭ କରିଛି। ସମ୍ପଦ କେନ୍ଦ୍ରରେ ନିରାପତ୍ତା ବ୍ୟବସ୍ଥା ବୃଦ୍ଧି କରିବାକୁ ସ୍ଥାନୀୟ ଲୋକେ ଦାବି କରିଛନ୍ତି । ଏହିପରି ଘଟଣା ଯେପରି ପୁନର୍ବାର ନ ଘଟେ ସେଥିପ୍ରତି ଦୃଷ୍ଟି ଦେବାକୁ କୁହାଯାଇଛି । [1037,1633,1276,1695]
article-tahasil-vigilance-raid [1296,1577,1518,1918]
headline-a11: ଶ୍ରୀରାମ ମହାବିଦ୍ୟାଳୟରେ କାଦମ୍ବ ବିଜ୍ଞାନ ଦିବସ [1005,1212,1518,1247]
caption-a8: ସମ୍ମାନିତ ସମ୍ପାଦକ [241,1524,322,1536]
dateline-a9: ଭୁବନେଶ୍ୱର,୧୧ା୩(ନି.ପ୍ର): [14,1658,124,1670]
body-a11-c1 [1005,1255,1162,1475]
bodytext-a1-extra: ଗଜପତି ଜିଲ୍ଲା ଆଇନ ସେବା ପ୍ରାଧିକରଣ ପକ୍ଷରୁ ଜଳ ଯୋଜନା ଅନ୍ତର୍ଗତ ଝୁମ୍ପୁରପାଳି ଗ୍ରାମ ପଞ୍ଚାୟତର ପାଞ୍ଚଟି ସାହିରେ ପାନୀୟ ଜଳ ସମସ୍ୟା ଉଗ୍ର ହୋଇପଡ଼ିଛି। ଏହି ସାହିଗୁଡ଼ିକରେ ଦୀର୍ଘ ଦିନ ଧରି ନଳକୂପ ଖରାପ ହୋଇ ରହିଥିବାରୁ ଗ୍ରାମବାସୀ ଦୂର ଗ୍ରାମରୁ ଜଳ ଆଣି ଜୀବନ ନିର୍ବାହ କରୁଛନ୍ତି। ଏହି ସମସ୍ୟାର ସମାଧାନ ପାଇଁ ଗ୍ରାମବାସୀ ଉପଜିଲ୍ଲାପାଳଙ୍କୁ ଏକ ଦାବିପତ୍ର ପ୍ରଦାନ କରିଛନ୍ତି। ଦାବିପତ୍ରରେ ଉଲ୍ଲେଖ କରାଯାଇଛି ଯେ ଅତି ଶୀଘ୍ର ଏହି ସାହିଗୁଡ଼ିକୁ ହର ଘର ଜଳ ଯୋଜନାରେ ସାମିଲ କରାଯାଉ। ଅନ୍ୟଥା ଆଗାମୀ ଦିନରେ ଗ୍ରାମବାସୀ ଆନ୍ଦୋଳନ କରିବେ ବୋଲି ଚେତାବନୀ ଦେଇଛନ୍ତି। ଏହି ଅବସରରେ ଗ୍ରାମର ପ୍ରମୁଖ ବ୍ୟକ୍ତିମାନେ ଉପସ୍ଥିତ ଥିଲେ ଏବଂ ଉପଜିଲ୍ଲାପାଳ ଶୀଘ୍ର ପଦକ୍ଷେପ ନେବାର ଆଶ୍ୱାସନା ଦେଇଛନ୍ତି । [14,455,422,566]
bodytext-a10: ଦୋଳ ଯାତ୍ରାପୁର ବନଖଣ୍ଡଠାରେ ଜଙ୍ଗଲକୁ ନିଆଁ ଦାଉରୁ ସୁରକ୍ଷା ଦେବା ପାଇଁ ଏକ ସଚେତନତା ସଭା ଅନୁଷ୍ଠିତ ହୋଇଯାଇଛି। ଗ୍ରୀଷ୍ମ ଋତୁ ଆରମ୍ଭ ହେବା ସଙ୍ଗେ ସଙ୍ଗେ ଜଙ୍ଗଲରେ ନିଆଁ ଲାଗିବାର ଆଶଙ୍କା ବୃଦ୍ଧି ପାଇଥାଏ। ସେଥିପାଇଁ ବନ ବିଭାଗ ପକ୍ଷରୁ ଗ୍ରାମବାସୀଙ୍କୁ ସଚେତନ କରାଯାଇଛି । [474,1257,626,1418]
caption-a6-wrap [1037,950,1363,987]
column-divider [885,685,886,1194]
photo-a8 [241,1402,451,1519]
dateline-a12: ବାଲିମେଳା,୧୧ା୩(ନି.ପ୍ର): [474,1633,573,1645]
body-a8-cont [14,1545,457,1599]
bodytext-a12: ବାଲିମେଳା ମିସିସି ଓ ଏମଆରଏଫ ସମ୍ପଦ କେନ୍ଦ୍ରରେ ଗଚ୍ଛିତ ବର୍ଜ୍ୟବସ୍ତୁରେ ହଠାତ୍ ନିଆଁ ଲାଗିଯାଇଥିଲା। ଘଟଣାସ୍ଥଳରେ ପହଞ୍ଚି ଅଗ୍ନିଶମ ବାହିନୀ ନିଆଁକୁ ଆୟତ୍ତ କରିଥିଲେ। ଏଥିରେ କୌଣସି ଜନହାନି ଘଟିନାହିଁ, ତେବେ ବହୁ ପରିମାଣର ସମ୍ପତ୍ତି ନଷ୍ଟ ହୋଇଛି । [474,1633,712,1711]
dateline-a4: ଭୁବନେଶ୍ୱର,୧୧ା୩(ନି.ପ୍ର): [14,923,124,935]
reg-dot-magenta [85,2394,97,2406]
dateline-a6: ପାରଳାଖେମୁଣ୍ଡି,୧୧ା୩(ନି.ପ୍ର): [894,772,1015,784]
photo-a7 [235,1113,451,1262]
body-a2-col4 [1062,183,1254,670]
article-ispat-train [439,82,1261,669]
bodytext-a13: ଜଟଣୀ ତହସିଲ କାର୍ଯ୍ୟାଳୟରେ ଭିଜିଲାନ୍ସ ଚଢ଼ଉ କରିଛି। ଲାଞ୍ଚ ନେଉଥିବା ଅବସ୍ଥାରେ ଜଣେ ରାଜସ୍ୱ ନିରୀକ୍ଷକଙ୍କୁ ଗିରଫ କରାଯାଇଛି। ତାଙ୍କଠାରୁ ନଗଦ ୫୦ ହଜାର ଟଙ୍କା ଉଦ୍ଧାର କରାଯାଇଛି । [1296,1655,1518,1716]
article-legal-services-womens-day [14,685,457,1918]
photo-a11 [1162,1255,1506,1401]
body-a6-c1 [894,770,1037,989]
body-a12-c2 [1037,1631,1276,1849]
caption-a12-wrap [719,1828,1022,1849]
caption-a11: ବିଜ୍ଞାନ ଦିବସ ଅବସରରେ ଉପସ୍ଥିତ ଅତିଥିମାନେ [1162,1407,1328,1436]
bodytext-a2: ପଶ୍ଚିମ ଓଡ଼ିଶାର ପ୍ରମୁଖ ଟ୍ରେନ ଭାବରେ ପରିଚିତ ଇସ୍ପାତ ଏକ୍ସପ୍ରେସ ଟ୍ରେନ ପ୍ରତିଦିନ ବିଳମ୍ବରେ ଚାଲୁଥିବାରୁ ଯାତ୍ରୀମାନେ ଭାରି ଅସୁବିଧାର ସମ୍ମୁଖୀନ ହେଉଛନ୍ତି। ନିର୍ଦ୍ଧାରିତ ସମୟଠାରୁ ପ୍ରାୟ ଦୁଇ ଘଣ୍ଟା ବିଳମ୍ବରେ ଟ୍ରେନ ଯାତ୍ରା କରୁଥିବାରୁ ଅନେକ ଯାତ୍ରୀ ନିଜ ଗନ୍ତବ୍ୟ ସ୍ଥଳରେ ସମୟରେ ପହଞ୍ଚି ପାରୁନାହାନ୍ତି। ବିଶେଷକରି ଛାତ୍ରଛାତ୍ରୀ, ଚାକିରିଜୀବୀ ଏବଂ ରୋଗୀମାନେ ସବୁଠାରୁ ଅଧିକ ପ୍ରଭାବିତ ହେଉଛନ୍ତି। ଯାତ୍ରୀମାନେ ଏହି ସମସ୍ୟା ପାଇଁ ସ୍ଥାନୀୟ ଜନ ପ୍ରତିନିଧିଙ୍କୁ ଦାୟୀ କରିଛନ୍ତି। ସେମାନଙ୍କ ମତରେ ଜନ ପ୍ରତିନିଧିମାନେ ରେଳ ବିଭାଗ ନିକଟରେ ଏହି ସମସ୍ୟା ଉପସ୍ଥାପନ କରିବାରେ ବିଫଳ ହୋଇଛନ୍ତି। ଯାତ୍ରୀମାନେ ଦାବି କରିଛନ୍ତି ଯେ ଟ୍ରେନର ସମୟ ସାରଣୀ ପୁନର୍ବିଚାର କରାଯାଉ ଏବଂ ଟ୍ରେନ ନିର୍ଦ୍ଧାରିତ ସମୟରେ ଚଳାଚଳ କରୁ। ଏହାର ପ୍ରତିବାଦରେ ଆସନ୍ତା ସପ୍ତାହରେ ରେଳ ଷ୍ଟେସନ ସମ୍ମୁଖରେ ଧାରଣା ଦେବେ ବୋଲି ଯାତ୍ରୀ ସଂଘ ଘୋଷଣା କରିଛି । [439,185,632,511]
reg-dots-left [70,2394,127,2406]
caption-a11-wrap [1162,1405,1506,1475]
body-a7 [14,1113,235,1286]
headline-a9: ରାଜ୍ୟସ୍ତରୀୟ ନାଟକ ଉତ୍ସବ ଓ ପଞ୍ଚମ ବେଦ ସମ୍ମାନ [14,1616,457,1647]
article-state-drama-festival [14,1610,457,1884]
dateline-a7: ନିମାପଡ଼ା,୧୧ା୩(ନି.ପ୍ର): [14,1116,108,1128]
body-a10-cont [474,1479,987,1566]
bodytext-a11-2: ସଫଳ ହୋଇଥିବା ଛାତ୍ରଛାତ୍ରୀଙ୍କୁ ପୁରସ୍କାର ପ୍ରଦାନ କରାଯାଇଥିଲା । ଅଧ୍ୟକ୍ଷ ମହୋଦୟ ଛାତ୍ରଛାତ୍ରୀଙ୍କୁ ବିଜ୍ଞାନ ପ୍ରତି ଆଗ୍ରହୀ ହେବାକୁ ପରାମର୍ଶ ଦେଇଥିଲେ । [1162,1407,1506,1473]
